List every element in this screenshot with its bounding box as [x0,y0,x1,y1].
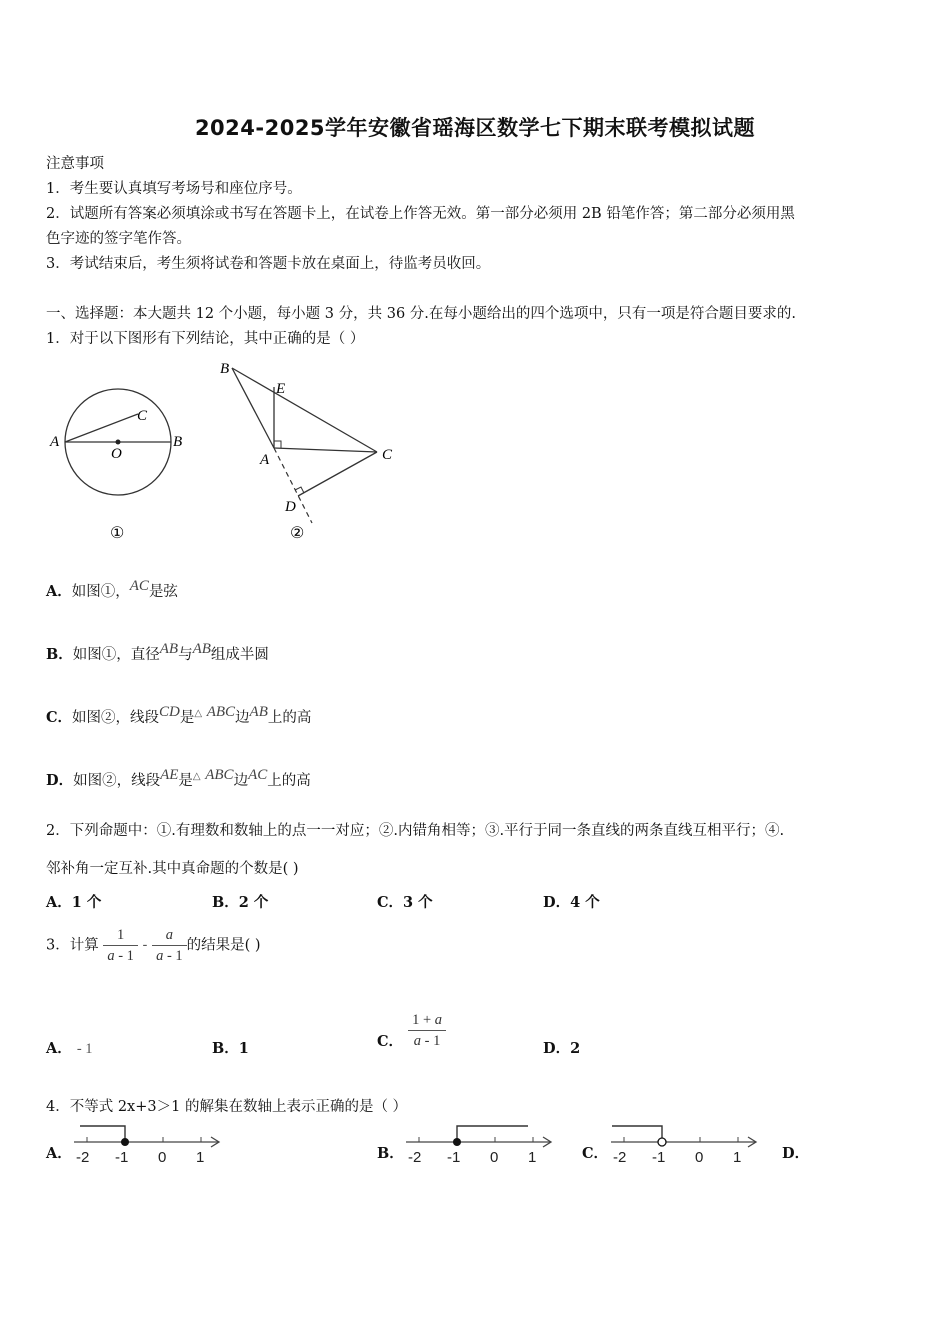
q1-option-b[interactable] [46,643,269,664]
tick-label: -2 [613,1149,627,1166]
q3-option-a[interactable] [46,1037,93,1058]
tick-label: -2 [408,1149,422,1166]
option-label: A． [46,1040,72,1057]
tick-label: 0 [490,1149,499,1166]
tick-label: 1 [528,1149,537,1166]
tick-label: 0 [695,1149,704,1166]
math-arc-ab: AB [192,641,211,657]
label-c: C [382,447,393,463]
center-point [116,440,121,445]
label-a: A [260,452,270,468]
fraction-1 [103,925,138,966]
label-b: B [173,434,183,450]
label-a: A [50,434,60,450]
page-title: 2024-2025学年安徽省瑶海区数学七下期末联考模拟试题 [194,116,756,140]
fraction-var: a [156,948,164,964]
option-label: D． [46,772,74,789]
fraction-var: a [107,948,115,964]
fraction-2 [152,925,187,966]
q3-option-d[interactable]: D．2 [543,1040,581,1057]
option-text: 与 [178,647,193,663]
fraction-numerator: 1 [103,925,138,946]
option-label: C． [377,1033,404,1050]
option-text: 是 [178,773,193,789]
fraction-var: a [413,1033,422,1049]
q3-option-c[interactable] [377,1010,446,1051]
notice-item-1: 1．考生要认真填写考场号和座位序号。 [46,181,302,197]
notice-item-2a: 2．试题所有答案必须填涂或书写在答题卡上，在试卷上作答无效。第一部分必须用 2B 铅笔作答；第二部分必须用黑 [46,206,795,222]
closed-dot [121,1138,129,1146]
open-dot [658,1138,666,1146]
option-text: 如图①，直径 [72,647,160,663]
label-b: B [220,361,230,377]
option-label: A． [46,583,72,600]
figure-1-caption: ① [110,525,125,542]
side-ac [274,448,377,452]
label-e: E [276,381,286,397]
q3-stem-post: 的结果是( ) [186,937,261,954]
option-text: 是 [179,710,195,726]
minus-sign: - [142,937,148,954]
math-ae: AE [160,767,179,783]
q2-option-d[interactable]: D．4 个 [543,894,600,911]
q2-stem-line-1: 2．下列命题中：①.有理数和数轴上的点一一对应；②.内错角相等；③.平行于同一条直线的两条直线互相平行；④. [46,823,785,839]
q4-option-c-label[interactable]: C． [582,1145,609,1162]
option-text: 如图②，线段 [73,773,161,789]
notice-item-3: 3．考试结束后，考生须将试卷和答题卡放在桌面上，待监考员收回。 [46,256,491,272]
option-text: 如图①， [71,584,130,600]
notice-heading: 注意事项 [46,156,104,172]
option-text: 上的高 [267,773,311,789]
triangle-symbol: △ [194,708,203,719]
label-c: C [137,408,148,424]
q2-stem-line-2: 邻补角一定互补.其中真命题的个数是( ) [46,861,299,877]
fraction-rest: - 1 [163,948,183,964]
q2-option-c[interactable]: C．3 个 [377,894,433,911]
math-ab: AB [159,641,179,657]
fraction-c [408,1010,446,1051]
tick-label: 0 [158,1149,167,1166]
q2-option-a[interactable]: A．1 个 [46,894,102,911]
section-heading: 一、选择题：本大题共 12 个小题，每小题 3 分，共 36 分.在每小题给出的四个选项中，只有一项是符合题目要求的. [46,306,796,322]
math-ac: AC [248,767,268,783]
tick-label: 1 [733,1149,742,1166]
q1-stem: 1．对于以下图形有下列结论，其中正确的是（ ） [46,331,365,347]
q1-option-a[interactable] [46,580,178,601]
q4-option-b-label[interactable]: B． [377,1145,404,1162]
chord-ac [65,414,138,442]
q1-figure-1 [44,380,204,550]
math-abc: ABC [205,767,234,783]
option-text: 上的高 [267,710,312,726]
math-cd: CD [159,704,180,720]
tick-label: -1 [115,1149,129,1166]
tick-label: -1 [447,1149,461,1166]
q3-stem [46,925,261,966]
triangle-symbol: △ [192,771,201,782]
label-d: D [285,499,296,515]
q1-option-c[interactable] [46,706,311,727]
q3-stem-pre: 3．计算 [46,937,99,954]
q4-option-d-label[interactable]: D． [782,1145,810,1162]
solution-ray [612,1126,662,1138]
fraction-rest: - 1 [421,1033,441,1049]
fraction-numerator: a [152,925,187,946]
math-abc: ABC [206,704,236,720]
closed-dot [453,1138,461,1146]
q1-figure-2 [210,355,410,550]
q3-option-b[interactable]: B．1 [212,1040,249,1057]
label-o: O [111,446,122,462]
q4-option-a-numberline[interactable] [70,1118,230,1168]
option-value: - 1 [76,1041,93,1057]
option-label: C． [46,709,73,726]
solution-ray [457,1126,528,1142]
fraction-rest: - 1 [114,948,134,964]
q4-option-b-numberline[interactable] [402,1118,562,1168]
q1-option-d[interactable] [46,769,311,790]
tick-label: -1 [652,1149,666,1166]
q4-option-a-label[interactable]: A． [46,1145,72,1162]
option-text: 是弦 [148,584,178,600]
tick-label: 1 [196,1149,205,1166]
option-text: 如图②，线段 [72,710,160,726]
math-ab: AB [249,704,268,720]
option-text: 边 [233,773,249,789]
tick-label: -2 [76,1149,90,1166]
fraction-num-a: 1 + [412,1012,435,1028]
right-angle-e [274,441,281,448]
notice-item-2b: 色字迹的签字笔作答。 [46,231,191,247]
q4-stem: 4．不等式 2x+3＞1 的解集在数轴上表示正确的是（ ） [46,1099,408,1115]
q4-option-c-numberline[interactable] [607,1118,767,1168]
figure-2-caption: ② [290,525,305,542]
option-text: 组成半圆 [210,647,269,663]
q2-option-b[interactable]: B．2 个 [212,894,269,911]
fraction-num-b: a [434,1012,443,1028]
segment-cd [298,452,377,496]
option-label: B． [46,646,73,663]
math-ac: AC [129,578,149,594]
option-text: 边 [235,710,250,726]
